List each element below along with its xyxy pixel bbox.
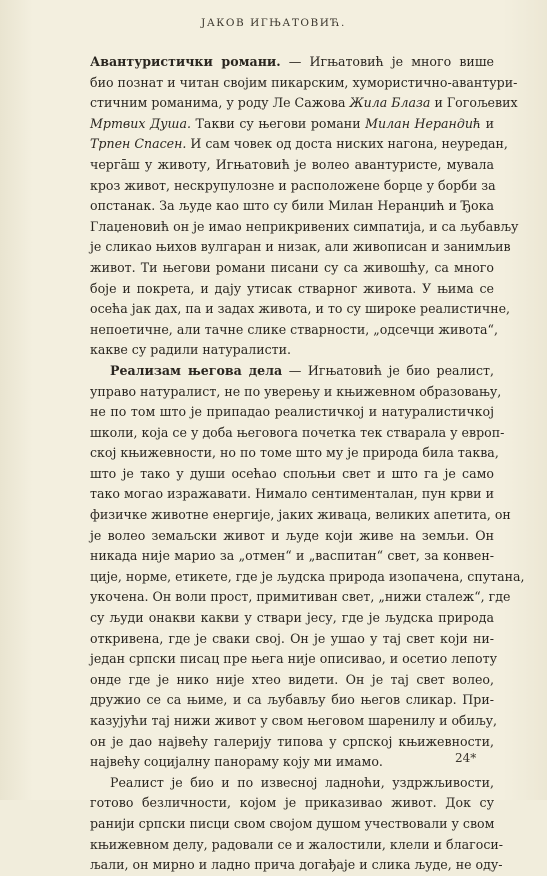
line-text: осећа јак дах, па и задах живота, и то су широке реалистичне,	[90, 301, 511, 317]
text-line	[90, 752, 494, 773]
line-text: књижевном делу, радовали се и жалостили, клели и благоси-	[90, 836, 504, 852]
line-text: ској књижевности, но по томе што му је природа била таква,	[90, 445, 499, 461]
line-text: је волео земаљски живот и људе који живе на земљи. Он	[90, 527, 494, 543]
text-line	[90, 711, 498, 732]
line-text: Такви су његови романи	[190, 115, 366, 131]
line-text: Реалист је био и по извесној ладноћи, уздржљивости,	[110, 774, 494, 790]
italic-title: Жила Блаза	[349, 95, 431, 111]
text-line	[90, 649, 497, 670]
line-text: школи, која се у доба његовога почетка тек стварала у европ-	[90, 424, 505, 440]
line-text: — Игњатовић је био реалист,	[282, 362, 494, 378]
text-line	[90, 505, 511, 526]
text-line	[90, 670, 494, 691]
line-text: боје и покрета, и дају утисак стварног живота. У њима се	[90, 280, 494, 296]
line-text: какве су радили натуралисти.	[90, 342, 292, 358]
line-text: је сликао њихов вулгаран и низак, али живописан и занимљив	[90, 239, 511, 255]
line-text: и	[481, 115, 494, 131]
line-text: черга̄ш у животу, Игњатовић је волео авантуристе, мувала	[90, 156, 494, 172]
text-line	[90, 258, 494, 279]
line-text: тако могао изражавати. Нимало сентименталан, пун крви и	[90, 486, 494, 502]
italic-title: Милан Нерандић	[365, 115, 482, 131]
line-text: И сам човек од доста ниских нагона, неуредан,	[186, 136, 508, 152]
text-line	[90, 279, 494, 300]
line-text: кроз живот, нескрупулозне и расположене борце у борби за	[90, 177, 496, 193]
text-line	[90, 299, 511, 320]
text-line	[90, 237, 511, 258]
text-line	[90, 73, 518, 94]
line-text: — Игњатовић је много више	[280, 54, 494, 69]
text-line	[90, 793, 494, 814]
running-head: ЈАКОВ ИГЊАТОВИЋ.	[201, 17, 346, 29]
line-text: Глаџеновић он је имао неприкривених симпатија, и са љубављу	[90, 218, 519, 234]
line-text: су људи онакви какви у ствари јесу, где је људска природа	[90, 610, 494, 626]
text-line	[90, 134, 508, 155]
paragraph	[90, 52, 519, 361]
line-text: не по том што је припадао реалистичкој и натуралистичкој	[90, 404, 494, 420]
line-text: ције, норме, етикете, где је људска природа изопачена, спутана,	[90, 568, 525, 584]
line-text: казујући тај нижи живот у свом његовом шаренилу и обиљу,	[90, 713, 498, 728]
line-text: био познат и читан својим пикарским, хумористично-авантури-	[90, 74, 518, 90]
italic-title: Трпен Спасен.	[90, 136, 187, 152]
line-text: никада није марио за „отмен“ и „васпитан“ свет, за конвен-	[90, 548, 494, 564]
paragraph	[90, 361, 525, 773]
text-line	[90, 484, 494, 505]
text-line	[90, 176, 494, 197]
text-line	[90, 443, 499, 464]
text-line	[90, 464, 494, 485]
body-text	[90, 52, 525, 876]
line-text: један српски писац пре њега није описивао, и осетио лепоту	[90, 651, 497, 667]
line-text: стичним романима, у роду Ле Сажова	[90, 95, 350, 111]
line-text: укочена. Он воли прост, примитиван свет, „нижи сталеж“, где	[90, 589, 511, 605]
line-text: што је тако у души осећао спољњи свет и што га је само	[90, 465, 494, 481]
line-text: ранији српски писци свом својом душом учествовали у свом	[90, 815, 495, 831]
text-line	[90, 361, 494, 382]
text-line	[90, 526, 494, 547]
line-text: дружио се са њиме, и са љубављу био његов сликар. При-	[90, 692, 494, 708]
line-text: непоетичне, али тачне слике стварности, „одсечци живота“,	[90, 321, 498, 337]
line-text: живот. Ти његови романи писани су са живошћу, са много	[90, 259, 494, 275]
section-heading: Авантуристички романи.	[90, 54, 281, 69]
italic-title: Мртвих Душа.	[90, 115, 191, 131]
text-line	[90, 835, 504, 856]
text-line	[90, 773, 494, 794]
text-line	[90, 855, 503, 876]
paragraph	[90, 773, 504, 876]
text-line	[90, 382, 502, 403]
text-line	[90, 196, 494, 217]
text-line	[90, 114, 494, 135]
line-text: љали, он мирно и ладно прича догађаје и слика људе, не оду-	[90, 857, 503, 873]
text-line	[90, 320, 498, 341]
line-text: управо натуралист, не по уверењу и књижевном образовању,	[90, 383, 502, 399]
text-line	[90, 340, 494, 361]
line-text: онде где је нико није хтео видети. Он је тај свет волео,	[90, 671, 494, 687]
text-line	[90, 546, 494, 567]
text-line	[90, 567, 525, 588]
text-line	[90, 217, 519, 238]
text-line	[90, 608, 494, 629]
text-line	[90, 402, 494, 423]
line-text: он је дао највећу галерију типова у српској књижевности,	[90, 733, 494, 749]
text-line	[90, 93, 518, 114]
page-number: 24*	[455, 751, 477, 765]
line-text: откривена, где је сваки свој. Он је ушао у тај свет који ни-	[90, 630, 494, 646]
text-line	[90, 814, 494, 835]
text-line	[90, 423, 505, 444]
line-text: опстанак. За људе као што су били Милан Неранџић и Ђока	[90, 198, 494, 214]
line-text: готово безличности, којом је приказивао живот. Док су	[90, 795, 494, 811]
line-text: највећу социјалну панораму коју ми имамо.	[90, 754, 383, 770]
text-line	[90, 629, 494, 650]
text-line	[90, 732, 494, 753]
text-line	[90, 690, 494, 711]
text-line	[90, 155, 494, 176]
text-line	[90, 587, 511, 608]
line-text: и Гогољевих	[430, 95, 518, 111]
text-line	[90, 52, 494, 73]
section-heading: Реализам његова дела	[110, 362, 283, 378]
line-text: физичке животне енергије, јаких живаца, великих апетита, он	[90, 507, 511, 523]
